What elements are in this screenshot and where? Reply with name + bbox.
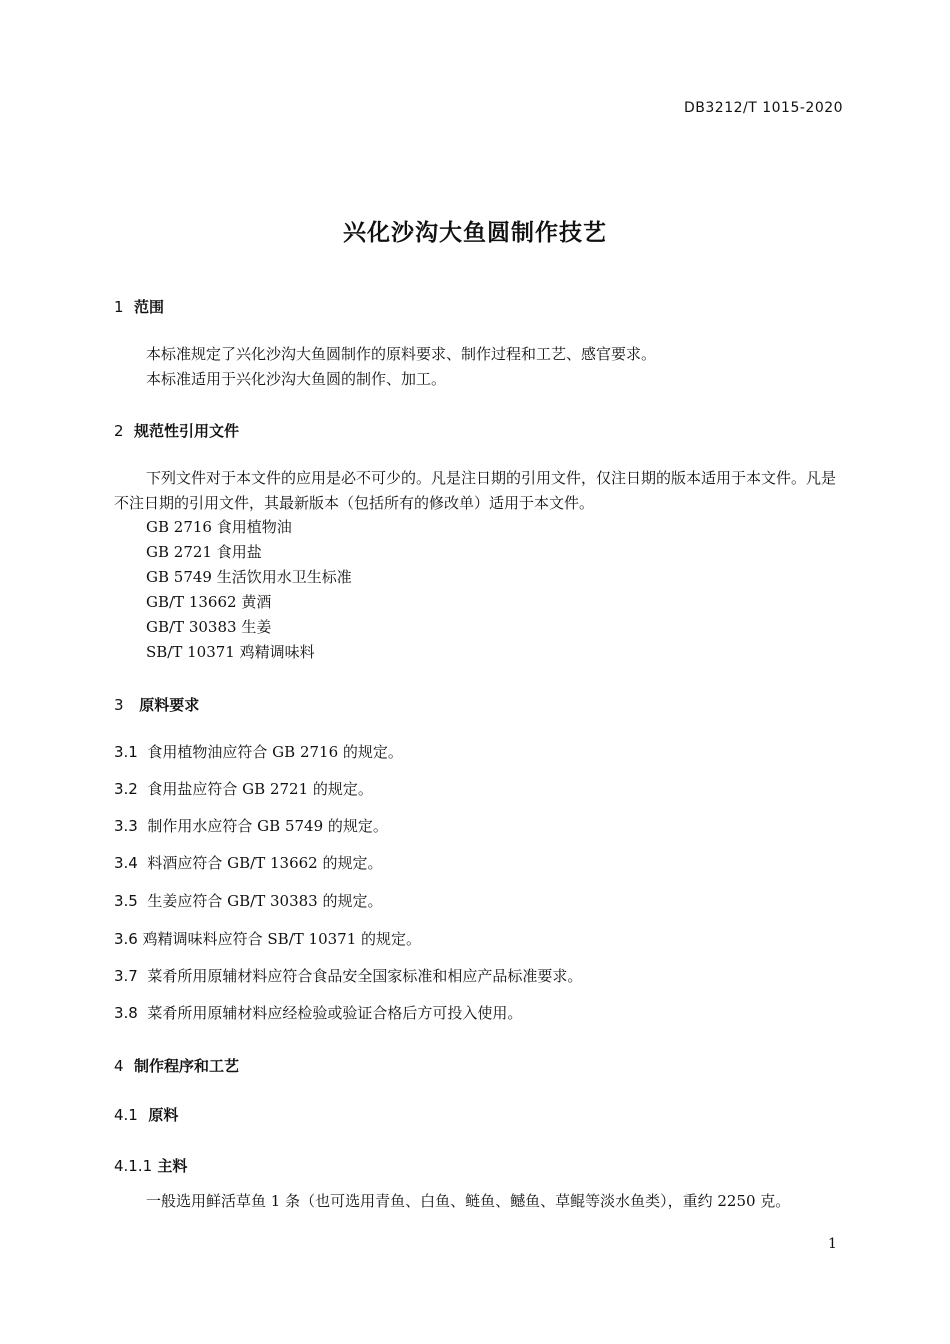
section-title: 原料要求 [139, 696, 200, 714]
section-title: 范围 [134, 298, 165, 316]
main-ingredient-paragraph: 一般选用鲜活草鱼 1 条（也可选用青鱼、白鱼、鲢鱼、鳡鱼、草鲲等淡水鱼类），重约 2250 克。 [146, 1192, 791, 1210]
scope-paragraph-1: 本标准规定了兴化沙沟大鱼圆制作的原料要求、制作过程和工艺、感官要求。 [146, 345, 657, 363]
subsection-4-1-1-heading [114, 1155, 187, 1176]
section-3-heading [114, 694, 199, 715]
clause-text: 料酒应符合 GB/T 13662 的规定。 [147, 854, 383, 872]
clause-3-2 [114, 777, 373, 802]
clause-text: 菜肴所用原辅材料应符合食品安全国家标准和相应产品标准要求。 [147, 967, 583, 985]
clause-text: 鸡精调味料应符合 SB/T 10371 的规定。 [142, 930, 422, 948]
document-code: DB3212/T 1015-2020 [684, 100, 844, 116]
reference-item: GB/T 13662 黄酒 [146, 593, 272, 611]
clause-number: 3.1 [114, 743, 138, 761]
scope-paragraph-2: 本标准适用于兴化沙沟大鱼圆的制作、加工。 [146, 370, 447, 388]
clause-3-3 [114, 814, 388, 839]
section-2-heading [114, 420, 239, 441]
clause-number: 3.4 [114, 854, 138, 872]
section-1-heading [114, 296, 164, 317]
clause-3-4 [114, 851, 383, 876]
clause-3-6 [114, 927, 421, 952]
reference-item: GB 5749 生活饮用水卫生标准 [146, 568, 352, 586]
clause-number: 3.2 [114, 780, 138, 798]
document-title: 兴化沙沟大鱼圆制作技艺 [343, 220, 607, 246]
subsection-title: 主料 [157, 1157, 188, 1175]
subsection-number: 4.1 [114, 1106, 138, 1124]
clause-number: 3.7 [114, 967, 138, 985]
reference-item: GB 2721 食用盐 [146, 543, 262, 561]
section-title: 规范性引用文件 [134, 422, 240, 440]
clause-text: 生姜应符合 GB/T 30383 的规定。 [147, 892, 383, 910]
page-number: 1 [828, 1236, 837, 1252]
subsection-4-1-heading [114, 1104, 178, 1125]
clause-text: 食用植物油应符合 GB 2716 的规定。 [147, 743, 403, 761]
section-number: 4 [114, 1057, 124, 1075]
clause-3-1 [114, 740, 403, 765]
clause-number: 3.8 [114, 1004, 138, 1022]
clause-number: 3.3 [114, 817, 138, 835]
clause-3-5 [114, 889, 383, 914]
subsection-title: 原料 [148, 1106, 179, 1124]
section-title: 制作程序和工艺 [134, 1057, 240, 1075]
clause-3-8 [114, 1001, 522, 1026]
reference-item: GB 2716 食用植物油 [146, 518, 292, 536]
clause-text: 菜肴所用原辅材料应经检验或验证合格后方可投入使用。 [147, 1004, 523, 1022]
clause-3-7 [114, 964, 582, 989]
subsection-number: 4.1.1 [114, 1157, 153, 1175]
section-number: 2 [114, 422, 124, 440]
references-paragraph: 下列文件对于本文件的应用是必不可少的。凡是注日期的引用文件，仅注日期的版本适用于本文件。凡是不注日期的引用文件，其最新版本（包括所有的修改单）适用于本文件。 [114, 469, 837, 512]
clause-text: 食用盐应符合 GB 2721 的规定。 [147, 780, 373, 798]
clause-number: 3.5 [114, 892, 138, 910]
section-number: 3 [114, 696, 124, 714]
reference-item: GB/T 30383 生姜 [146, 618, 272, 636]
section-number: 1 [114, 298, 124, 316]
section-4-heading [114, 1055, 239, 1076]
clause-text: 制作用水应符合 GB 5749 的规定。 [147, 817, 388, 835]
clause-number: 3.6 [114, 930, 138, 948]
reference-item: SB/T 10371 鸡精调味料 [146, 643, 315, 661]
